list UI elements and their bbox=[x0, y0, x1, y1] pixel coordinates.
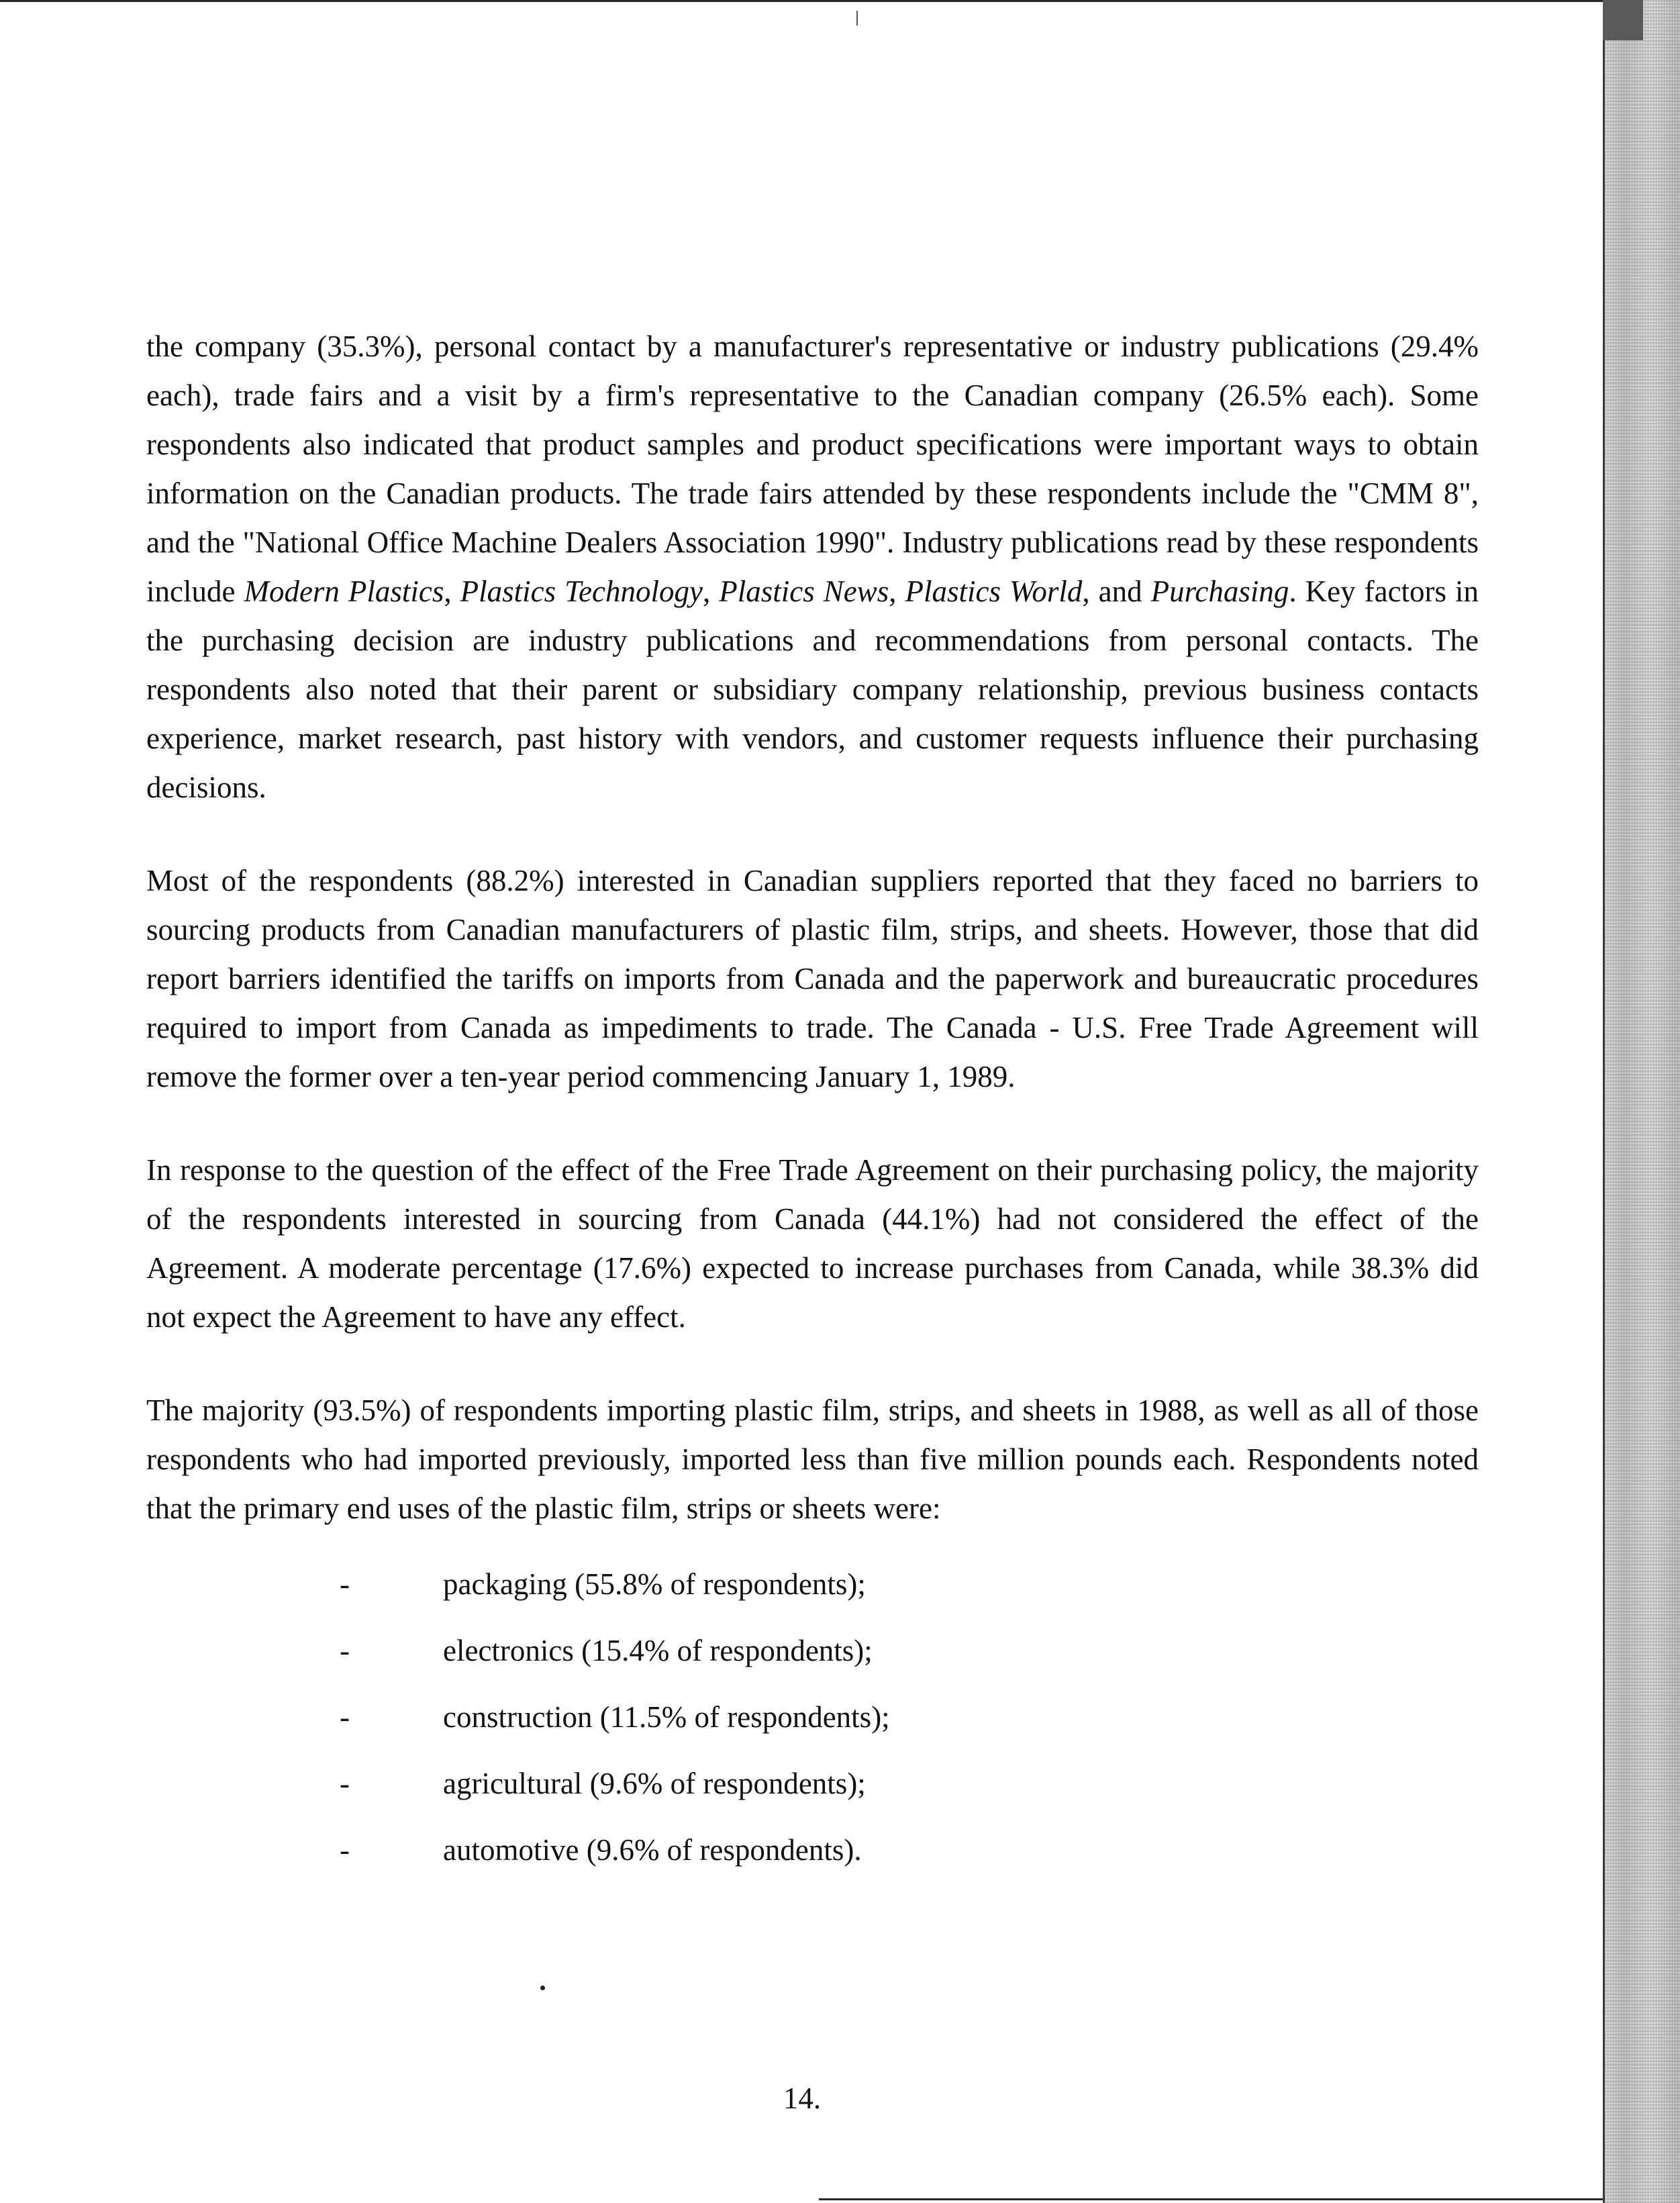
list-dash: - bbox=[340, 1700, 350, 1734]
list-item-text: agricultural (9.6% of respondents); bbox=[443, 1767, 866, 1800]
list-dash: - bbox=[340, 1833, 350, 1867]
paragraph-barriers: Most of the respondents (88.2%) interested in Canadian suppliers reported that they faced no barriers to sourcing products from Canadian manufacturers of plastic film, strips, and sheets. However, those that did report barriers identified the tariffs on imports from Canada and the paperwork and bureaucratic procedures required to import from Canada as impediments to trade. The Canada - U.S. Free Trade Agreement will remove the former over a ten-year period commencing January 1, 1989. bbox=[146, 864, 1479, 1093]
list-item bbox=[146, 1759, 1479, 1826]
top-edge-rule bbox=[0, 0, 1604, 2]
list-item bbox=[146, 1693, 1479, 1759]
publication-title: Purchasing bbox=[1150, 575, 1289, 608]
publication-title: Plastics News bbox=[719, 575, 889, 608]
binding-edge-strip bbox=[1603, 0, 1680, 2203]
publication-separator: , bbox=[444, 575, 460, 608]
paragraph-information-sources bbox=[146, 322, 1479, 812]
publication-separator: , and bbox=[1082, 575, 1151, 608]
list-item-text: electronics (15.4% of respondents); bbox=[443, 1634, 873, 1667]
list-item-text: automotive (9.6% of respondents). bbox=[443, 1833, 862, 1867]
publication-separator: , bbox=[702, 575, 720, 608]
page-number: 14. bbox=[783, 2082, 822, 2115]
list-item bbox=[146, 1626, 1479, 1693]
list-dash: - bbox=[340, 1634, 350, 1667]
publication-separator: , bbox=[889, 575, 905, 608]
publication-title: Plastics Technology bbox=[460, 575, 703, 608]
bottom-edge-rule bbox=[819, 2198, 1604, 2200]
body-text bbox=[146, 322, 1479, 1892]
top-scan-mark bbox=[856, 11, 858, 26]
list-dash: - bbox=[340, 1767, 350, 1800]
list-item bbox=[146, 1560, 1479, 1626]
list-item-text: construction (11.5% of respondents); bbox=[443, 1700, 890, 1734]
paragraph-free-trade-effect: In response to the question of the effect of the Free Trade Agreement on their purchasing policy, the majority of the respondents interested in sourcing from Canada (44.1%) had not considered the effect of the Agreement. A moderate percentage (17.6%) expected to increase purchases from Canada, while 38.3% did not expect the Agreement to have any effect. bbox=[146, 1153, 1479, 1334]
publication-title: Plastics World bbox=[905, 575, 1083, 608]
paragraph-text: . Key factors in the purchasing decision are industry publications and recommendations from personal contacts. The respondents also noted that their parent or subsidiary company relationship, previous business contacts experience, market research, past history with vendors, and customer requests influence their purchasing decisions. bbox=[146, 575, 1479, 804]
publication-title: Modern Plastics bbox=[244, 575, 444, 608]
list-item-text: packaging (55.8% of respondents); bbox=[443, 1567, 866, 1601]
list-dash: - bbox=[340, 1567, 350, 1601]
end-use-list bbox=[146, 1560, 1479, 1892]
paragraph-text: the company (35.3%), personal contact by a manufacturer's representative or industry publications (29.4% each), trade fairs and a visit by a firm's representative to the Canadian company (26.5% each). Some respondents also indicated that product samples and product specifications were important ways to obtain information on the Canadian products. The trade fairs attended by these respondents include the "CMM 8", and the "National Office Machine Dealers Association 1990". Industry publications read by these respondents include bbox=[146, 330, 1479, 608]
binding-corner-mark bbox=[1603, 0, 1643, 40]
list-item bbox=[146, 1826, 1479, 1892]
scan-speck bbox=[540, 1986, 545, 1990]
paragraph-import-volume: The majority (93.5%) of respondents importing plastic film, strips, and sheets in 1988, as well as all of those respondents who had imported previously, imported less than five million pounds each. Respondents noted that the primary end uses of the plastic film, strips or sheets were: bbox=[146, 1393, 1479, 1525]
